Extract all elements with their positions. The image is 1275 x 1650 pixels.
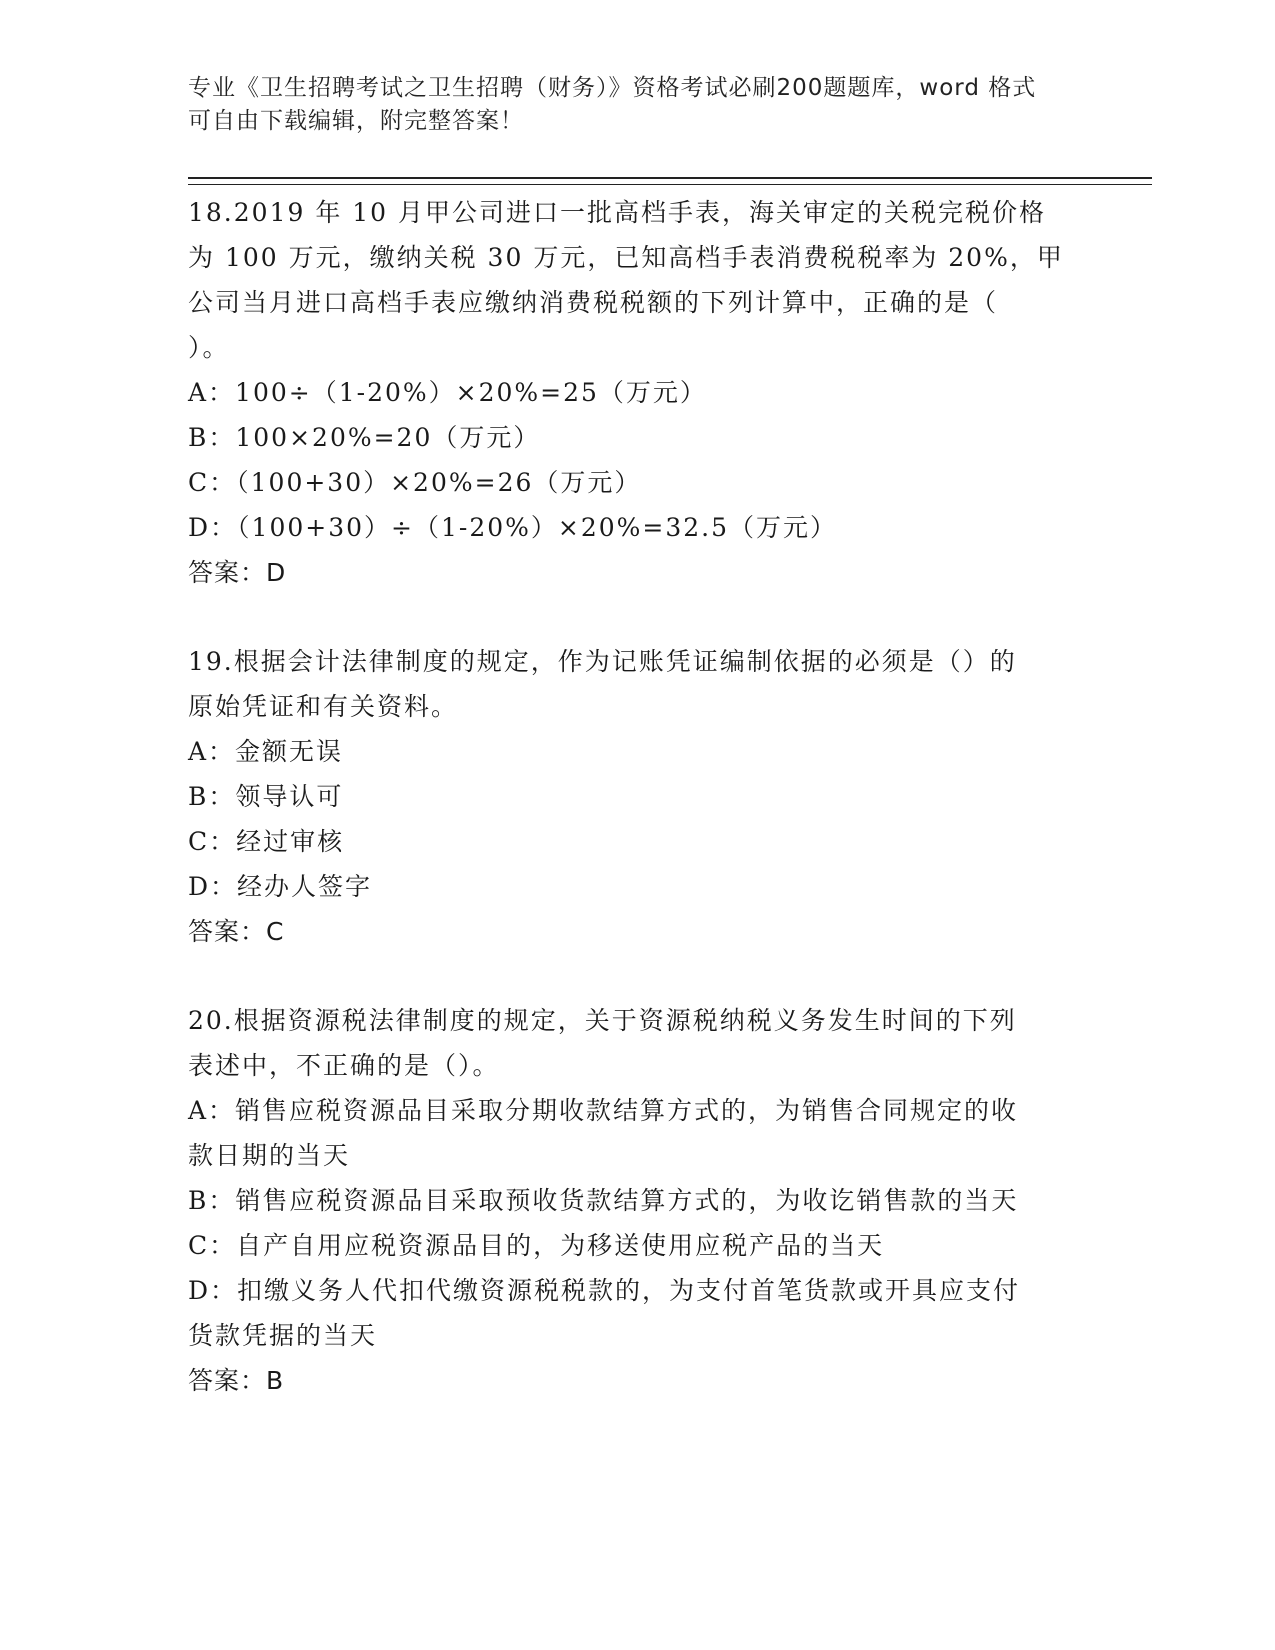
question-stem-line: 公司当月进口高档手表应缴纳消费税税额的下列计算中，正确的是（ [188,288,999,317]
option-d-continued: 货款凭据的当天 [188,1321,378,1350]
header-rule-thin [188,184,1152,185]
option-a: A：100÷（1-20%）×20%=25（万元） [188,378,707,407]
option-b: B：销售应税资源品目采取预收货款结算方式的，为收讫销售款的当天 [188,1186,1019,1215]
question-19 [188,639,1088,954]
header-rule-thick [188,177,1152,179]
header-line-1: 专业《卫生招聘考试之卫生招聘（财务）》资格考试必刷200题题库，word 格式 [188,75,1037,101]
option-b: B：100×20%=20（万元） [188,423,541,452]
question-18 [188,190,1088,595]
option-c: C：（100+30）×20%=26（万元） [188,468,642,497]
answer-line: 答案：C [188,917,285,946]
document-header [188,72,1088,138]
header-line-2: 可自由下载编辑，附完整答案！ [188,108,524,134]
option-c: C：经过审核 [188,827,345,856]
question-stem-line: 原始凭证和有关资料。 [188,692,459,721]
question-stem-line: 为 100 万元，缴纳关税 30 万元，已知高档手表消费税税率为 20%，甲 [188,243,1064,272]
option-b: B：领导认可 [188,782,344,811]
question-stem-line: 19.根据会计法律制度的规定，作为记账凭证编制依据的必须是（）的 [188,647,1017,676]
question-list [188,190,1088,1447]
question-stem-line: 20.根据资源税法律制度的规定，关于资源税纳税义务发生时间的下列 [188,1006,1017,1035]
question-stem-line: 18.2019 年 10 月甲公司进口一批高档手表，海关审定的关税完税价格 [188,198,1047,227]
question-stem-line: 表述中，不正确的是（）。 [188,1051,500,1080]
option-a: A：金额无误 [188,737,344,766]
answer-line: 答案：D [188,558,287,587]
option-a: A：销售应税资源品目采取分期收款结算方式的，为销售合同规定的收 [188,1096,1019,1125]
option-d: D：扣缴义务人代扣代缴资源税税款的，为支付首笔货款或开具应支付 [188,1276,1021,1305]
option-d: D：（100+30）÷（1-20%）×20%=32.5（万元） [188,513,838,542]
question-20 [188,998,1088,1403]
option-c: C：自产自用应税资源品目的，为移送使用应税产品的当天 [188,1231,885,1260]
answer-line: 答案：B [188,1366,285,1395]
option-d: D：经办人签字 [188,872,373,901]
option-a-continued: 款日期的当天 [188,1141,351,1170]
question-stem-line: ）。 [188,333,230,362]
